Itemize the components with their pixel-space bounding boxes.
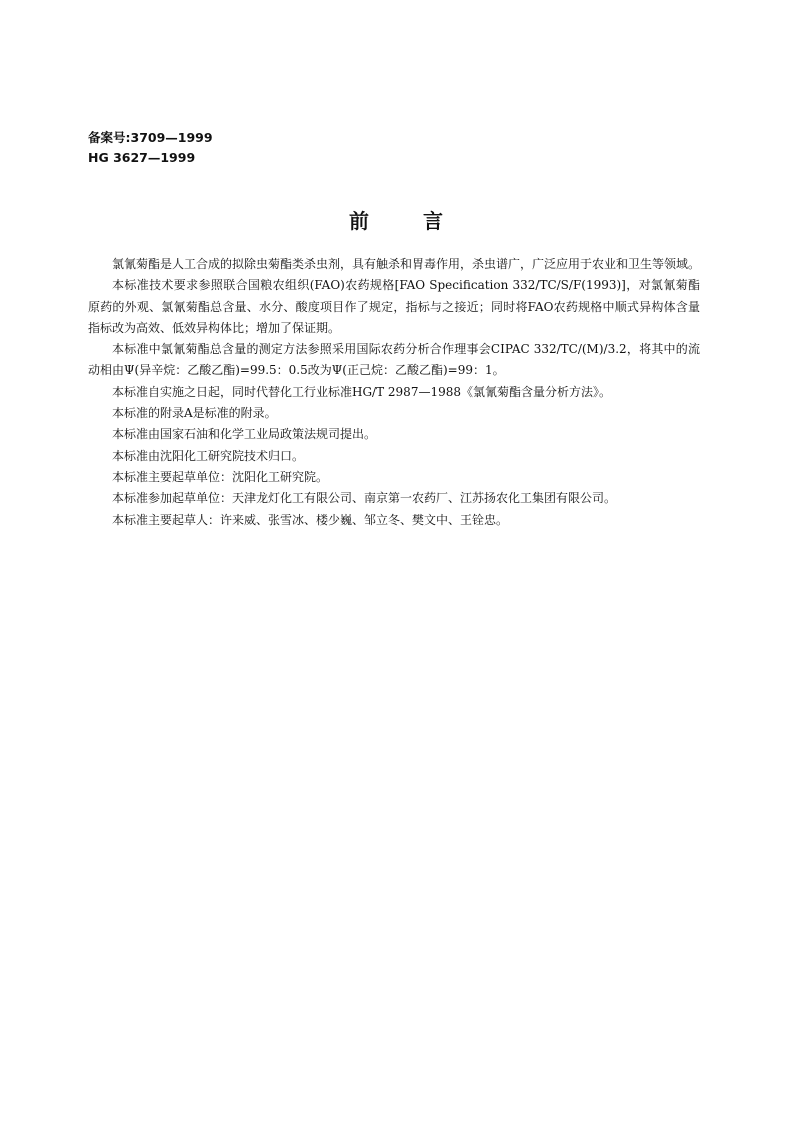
paragraph-participating-units: 本标准参加起草单位：天津龙灯化工有限公司、南京第一农药厂、江苏扬农化工集团有限公司。 bbox=[112, 491, 617, 506]
paragraph-main-drafters: 本标准主要起草人：许来威、张雪冰、楼少巍、邹立冬、樊文中、王铨忠。 bbox=[112, 512, 509, 527]
paragraph-proposer: 本标准由国家石油和化学工业局政策法规司提出。 bbox=[112, 427, 377, 442]
paragraph-replacement: 本标准自实施之日起，同时代替化工行业标准HG/T 2987—1988《氯氰菊酯含量分析方法》。 bbox=[112, 384, 611, 399]
record-number: 备案号:3709—1999 bbox=[88, 130, 213, 145]
paragraph-technical-requirements: 本标准技术要求参照联合国粮农组织(FAO)农药规格[FAO Specification 332/TC/S/F(1993)]，对氯氰菊酯原药的外观、氯氰菊酯总含量、水分、酸度项目作了规定，指标与之接近；同时将FAO农药规格中顺式异构体含量指标改为高效、低效异构体比；增加了保证期。 bbox=[88, 278, 700, 335]
foreword-body bbox=[88, 254, 700, 531]
standard-number: HG 3627—1999 bbox=[88, 150, 196, 165]
page-title: 前言 bbox=[349, 209, 497, 233]
document-header bbox=[88, 128, 213, 168]
paragraph-test-method: 本标准中氯氰菊酯总含量的测定方法参照采用国际农药分析合作理事会CIPAC 332/TC/(M)/3.2，将其中的流动相由Ψ(异辛烷：乙酸乙酯)=99.5：0.5改为Ψ(正己烷：乙酸乙酯)=99：1。 bbox=[88, 342, 700, 378]
paragraph-main-drafter-unit: 本标准主要起草单位：沈阳化工研究院。 bbox=[112, 469, 329, 484]
paragraph-administrator: 本标准由沈阳化工研究院技术归口。 bbox=[112, 448, 305, 463]
paragraph-appendix: 本标准的附录A是标准的附录。 bbox=[112, 406, 277, 421]
paragraph-intro: 氯氰菊酯是人工合成的拟除虫菊酯类杀虫剂，具有触杀和胃毒作用，杀虫谱广，广泛应用于农业和卫生等领域。 bbox=[112, 257, 701, 271]
